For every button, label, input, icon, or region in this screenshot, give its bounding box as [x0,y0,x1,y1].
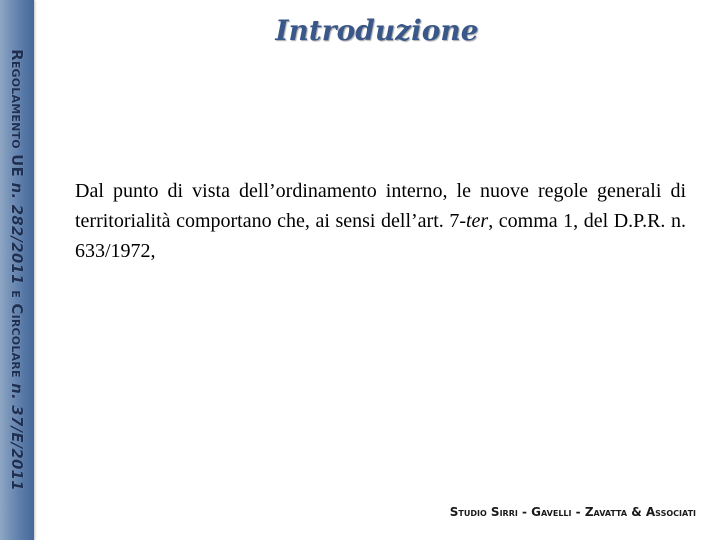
side-title-part1: Regolamento UE [8,49,26,177]
side-title [8,5,26,535]
body-text-end: , comma 1, del D.P.R. n. 633/1972, [75,210,686,262]
footer-firm-name: Studio Sirri - Gavelli - Zavatta & Associati [449,505,696,519]
side-title-part3: e Circolare [8,290,26,378]
body-text-italic: ter [465,210,489,232]
side-title-part2: n. 282/2011 [8,182,26,285]
body-paragraph [75,176,686,266]
side-band [0,0,34,540]
side-title-part4: n. 37/E/2011 [8,383,26,491]
body-text-start: Dal punto di vista dell’ordinamento interno, le nuove regole generali di territorialità comportano che, ai sensi dell’art. 7- [75,180,686,232]
slide-title: Introduzione [275,14,479,47]
